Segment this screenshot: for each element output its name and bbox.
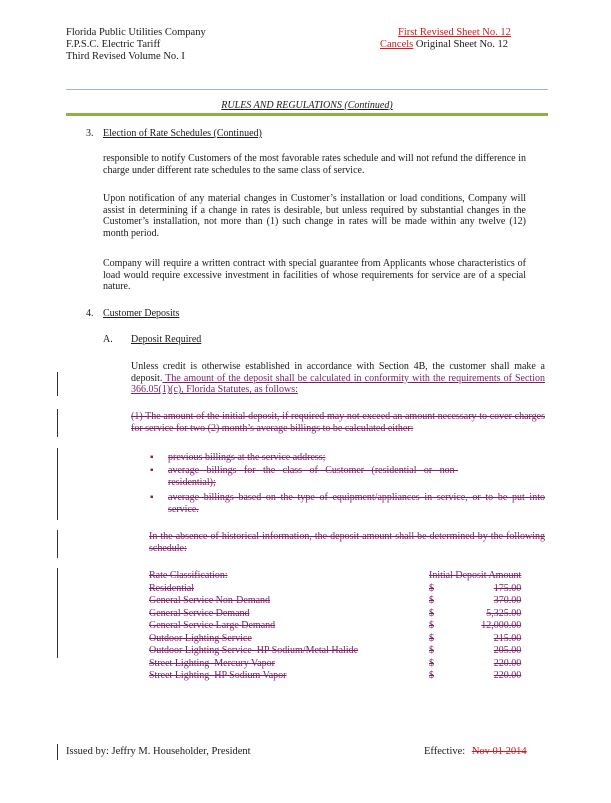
header-left: [66, 27, 206, 63]
change-bar: [57, 744, 58, 760]
company-name: Florida Public Utilities Company: [66, 27, 206, 38]
header-right: [380, 27, 550, 51]
issued-by: Issued by: Jeffry M. Householder, President: [66, 746, 251, 757]
deleted-bullet-3: ▪ average billings based on the type of equipment/appliances in service, or to be put into service.: [168, 492, 545, 515]
deleted-initial-deposit: (1) The amount of the initial deposit, if required may not exceed an amount necessary to cover charges for service for two (2) month’s average billings to be calculated either:: [131, 411, 545, 434]
table-row: General Service Non-Demand $ 370.00: [149, 595, 522, 606]
subsection-letter: A.: [103, 334, 113, 345]
item3-number: 3.: [86, 128, 94, 139]
table-row: Residential $ 175.00: [149, 582, 522, 594]
effective-label: Effective:: [424, 746, 466, 757]
section-title: RULES AND REGULATIONS (Continued): [221, 100, 393, 111]
change-bar: [57, 448, 58, 520]
table-row: General Service Demand $ 5,325.00: [149, 607, 522, 619]
section-rule: [66, 113, 548, 116]
change-bar: [57, 409, 58, 437]
change-bar: [57, 568, 58, 658]
deleted-bullet-2: ▪ average billings for the class of Customer (residential or non-residential);: [168, 465, 458, 488]
cancels-word: Cancels: [380, 39, 414, 50]
table-row: Outdoor Lighting Service $ 215.00: [149, 632, 522, 644]
cancels-sheet: Original Sheet No. 12: [413, 39, 509, 50]
deposit-inserted-text: The amount of the deposit shall be calculated in conformity with the requirements of Section 366.05(1)(c), Florida Statutes, as follows:: [131, 372, 545, 396]
deposit-schedule-table: [149, 570, 521, 683]
table-row: Street Lighting–Mercury Vapor $ 220.00: [149, 657, 522, 669]
header-rule: [66, 89, 548, 90]
deposit-text: Unless credit is otherwise established in accordance with Section 4B, the customer shall make a deposit.: [131, 361, 545, 384]
change-bar: [57, 530, 58, 558]
change-bar: [57, 372, 58, 396]
table-row: Street Lighting–HP Sodium Vapor $ 220.00: [149, 670, 522, 681]
item4-number: 4.: [86, 308, 94, 319]
effective-deleted-date: Nov 01 2014: [471, 746, 527, 757]
deposit-paragraph: [131, 361, 545, 396]
table-header: Rate Classification:: [149, 570, 228, 581]
subsection-title: Deposit Required: [131, 334, 202, 345]
item3-title: Election of Rate Schedules (Continued): [103, 128, 262, 139]
effective-date: [424, 746, 527, 757]
table-row: Outdoor Lighting Service–HP Sodium/Metal Halide $ 205.00: [149, 645, 522, 656]
item4-title: Customer Deposits: [103, 308, 180, 319]
sheet-number: First Revised Sheet No. 12: [398, 27, 511, 38]
deleted-historical-paragraph: In the absence of historical information, the deposit amount shall be determined by the following schedule:: [149, 531, 545, 554]
tariff-name: F.P.S.C. Electric Tariff: [66, 39, 161, 50]
table-header: Initial Deposit Amount: [429, 570, 522, 581]
table-header-row: [149, 570, 521, 583]
item3-paragraph-3: Company will require a written contract with special guarantee from Applicants whose characteristics of load would require excessive investment in facilities of whose requirements for service are of a special nature.: [103, 258, 526, 293]
volume-name: Third Revised Volume No. I: [66, 51, 185, 62]
deleted-bullet-1: ▪ previous billings at the service address;: [168, 452, 545, 464]
table-row: General Service Large Demand $ 12,000.00: [149, 620, 522, 631]
item3-paragraph-2: Upon notification of any material changes in Customer’s installation or load conditions, Company will assist in determining if a change in rates is desirable, but unless required by substantial changes in the Customer’s installation, not more than (1) such change in rates will be made within any twelve (12) month period.: [103, 193, 526, 239]
item3-paragraph-1: responsible to notify Customers of the most favorable rates schedule and will not refund the difference in charge under different rate schedules to the same class of service.: [103, 153, 526, 176]
